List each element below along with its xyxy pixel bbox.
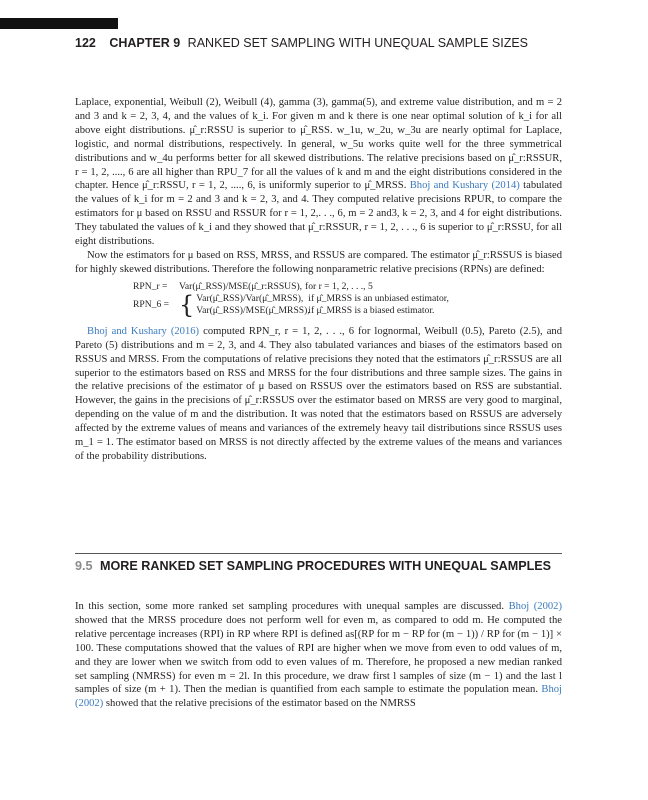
citation-link[interactable]: Bhoj (2002) xyxy=(75,684,562,710)
case-1-expr: Var(μ̂_RSS)/Var(μ̂_MRSS), xyxy=(196,292,304,304)
paragraph-2: Now the estimators for μ based on RSS, MRSS, and RSSUS are compared. The estimator μ̂_r:RSSUS is biased for highly skewed distributions. Therefore the following nonparametric relative precisions (RPNs) are defined: xyxy=(75,249,562,275)
paragraph-4 xyxy=(75,600,562,711)
rpn-formula xyxy=(133,281,562,317)
main-text-block xyxy=(75,96,562,464)
paragraph-3-text: computed RPN_r, r = 1, 2, . . ., 6 for lognormal, Weibull (0.5), Pareto (2.5), and Pareto (5) distributions and m = 2, 3, and 4. They also tabulated variances and biases of the estimators based on RSSUS and MRSS. From the computations of relative precisions they noted that the estimators μ̂_r:RSSUS are all superior to the estimators based on RSS and MRSS for the four distributions and three sample sizes. The gains in the relative precisions of the estimator of μ based on RSSUS over the estimators based on RSS are substantial. However, the gains in the precisions of μ̂_r:RSSUS over the estimator based on MRSS are very good to marginal, depending on the value of m and the distribution. It was noted that the estimators based on RSSUS are adversely affected by the extreme values of means and variances of the extremely heavy tail distributions since RSSUS uses m_1 = 1. The estimator based on MRSS is not directly affected by the extreme values of the means and variances of the probability distributions. xyxy=(75,325,562,462)
section-title: MORE RANKED SET SAMPLING PROCEDURES WITH UNEQUAL SAMPLES xyxy=(100,559,552,573)
formula-rhs-1: Var(μ̂_RSS)/MSE(μ̂_r:RSSUS), xyxy=(179,280,303,292)
paragraph-4-tail: showed that the relative precisions of the estimator based on the NMRSS xyxy=(105,698,416,710)
case-2-expr: Var(μ̂_RSS)/MSE(μ̂_MRSS), xyxy=(196,304,310,316)
section-divider xyxy=(75,553,562,554)
page-number: 122 xyxy=(75,36,96,50)
paragraph-3 xyxy=(75,325,562,464)
formula-lhs-2: RPN_6 = xyxy=(133,298,170,310)
formula-lhs-1: RPN_r = xyxy=(133,280,168,292)
running-header xyxy=(75,36,528,50)
formula-line-2 xyxy=(133,290,562,319)
chapter-title: RANKED SET SAMPLING WITH UNEQUAL SAMPLE SIZES xyxy=(187,36,529,50)
chapter-label: CHAPTER 9 xyxy=(109,36,181,50)
paragraph-4-text: showed that the MRSS procedure does not perform well for even m, as compared to odd m. He computed the relative percentage increases (RPI) in RP where RPI is defined as[(RP for m − RP for (m − 1)) / RP for (m − 1)] × 100. These computations showed that the values of RPI are higher when we move from even to odd values of m, and they are lower when we switch from odd to even values of m. Therefore, he proposed a new median ranked set sampling (NMRSS) for even m = 2l. In this procedure, we draw first l samples of size (m − 1) and the last l samples of size (m + 1). Then the median is quantified from each sample to estimate the population mean. xyxy=(75,614,562,696)
paragraph-1-text: Laplace, exponential, Weibull (2), Weibull (4), gamma (3), gamma(5), and extreme value distribution, and m = 2 and 3 and k = 2, 3, 4, and the values of k_i. For given m and k there is one near optimal solution of k_i for all above eight distributions. μ̂_r:RSSU is superior to μ̂_RSS. w_1u, w_2u, w_3u are nearly optimal for Laplace, logistic, and normal distributions, respectively. In general, w_5u works quite well for the three symmetrical distributions and w_4u performs better for all skewed distributions. The relative precisions based on μ̂_r:RSSUR, r = 1, 2, ...., 6 are all higher than RPU_7 for all the values of k and m and the eight distributions considered in the chapter. Hence μ̂_r:RSSU, r = 1, 2, ...., 6, is uniformly superior to μ̂_MRSS. xyxy=(75,97,562,192)
paragraph-1-tail: tabulated the values of k_i for m = 2 and 3 and k = 2, 3, and 4. They computed relative precisions RPUR, to compare the estimators for μ based on RSSU and RSSUR for r = 1, 2,. . ., 6, m = 2 and3, k = 2, 3, and 4 for eight distributions. They tabulated the values of k_i and they showed that μ̂_r:RSSUR, r = 1, 2, . . ., 6 is superior to μ̂_r:RSSU, for all eight distributions. xyxy=(75,180,562,248)
formula-line-1 xyxy=(133,281,562,293)
formula-case-1 xyxy=(196,293,449,305)
paragraph-4-intro: In this section, some more ranked set sampling procedures with unequal samples are discussed. xyxy=(75,601,504,612)
paragraph-1 xyxy=(75,96,562,249)
formula-cases xyxy=(179,290,449,319)
section-text-block xyxy=(75,600,562,711)
citation-link[interactable]: Bhoj (2002) xyxy=(508,601,562,612)
case-1-cond: if μ̂_MRSS is an unbiased estimator, xyxy=(308,292,449,304)
section-number: 9.5 xyxy=(75,559,93,573)
citation-link[interactable]: Bhoj and Kushary (2016) xyxy=(87,325,200,337)
section-heading xyxy=(75,559,562,574)
header-bar xyxy=(0,18,118,29)
formula-case-2 xyxy=(196,305,449,317)
citation-link[interactable]: Bhoj and Kushary (2014) xyxy=(409,180,520,192)
formula-cond-1: for r = 1, 2, . . ., 5 xyxy=(305,280,373,292)
case-2-cond: if μ̂_MRSS is a biased estimator. xyxy=(308,304,435,316)
brace: { xyxy=(179,290,195,319)
